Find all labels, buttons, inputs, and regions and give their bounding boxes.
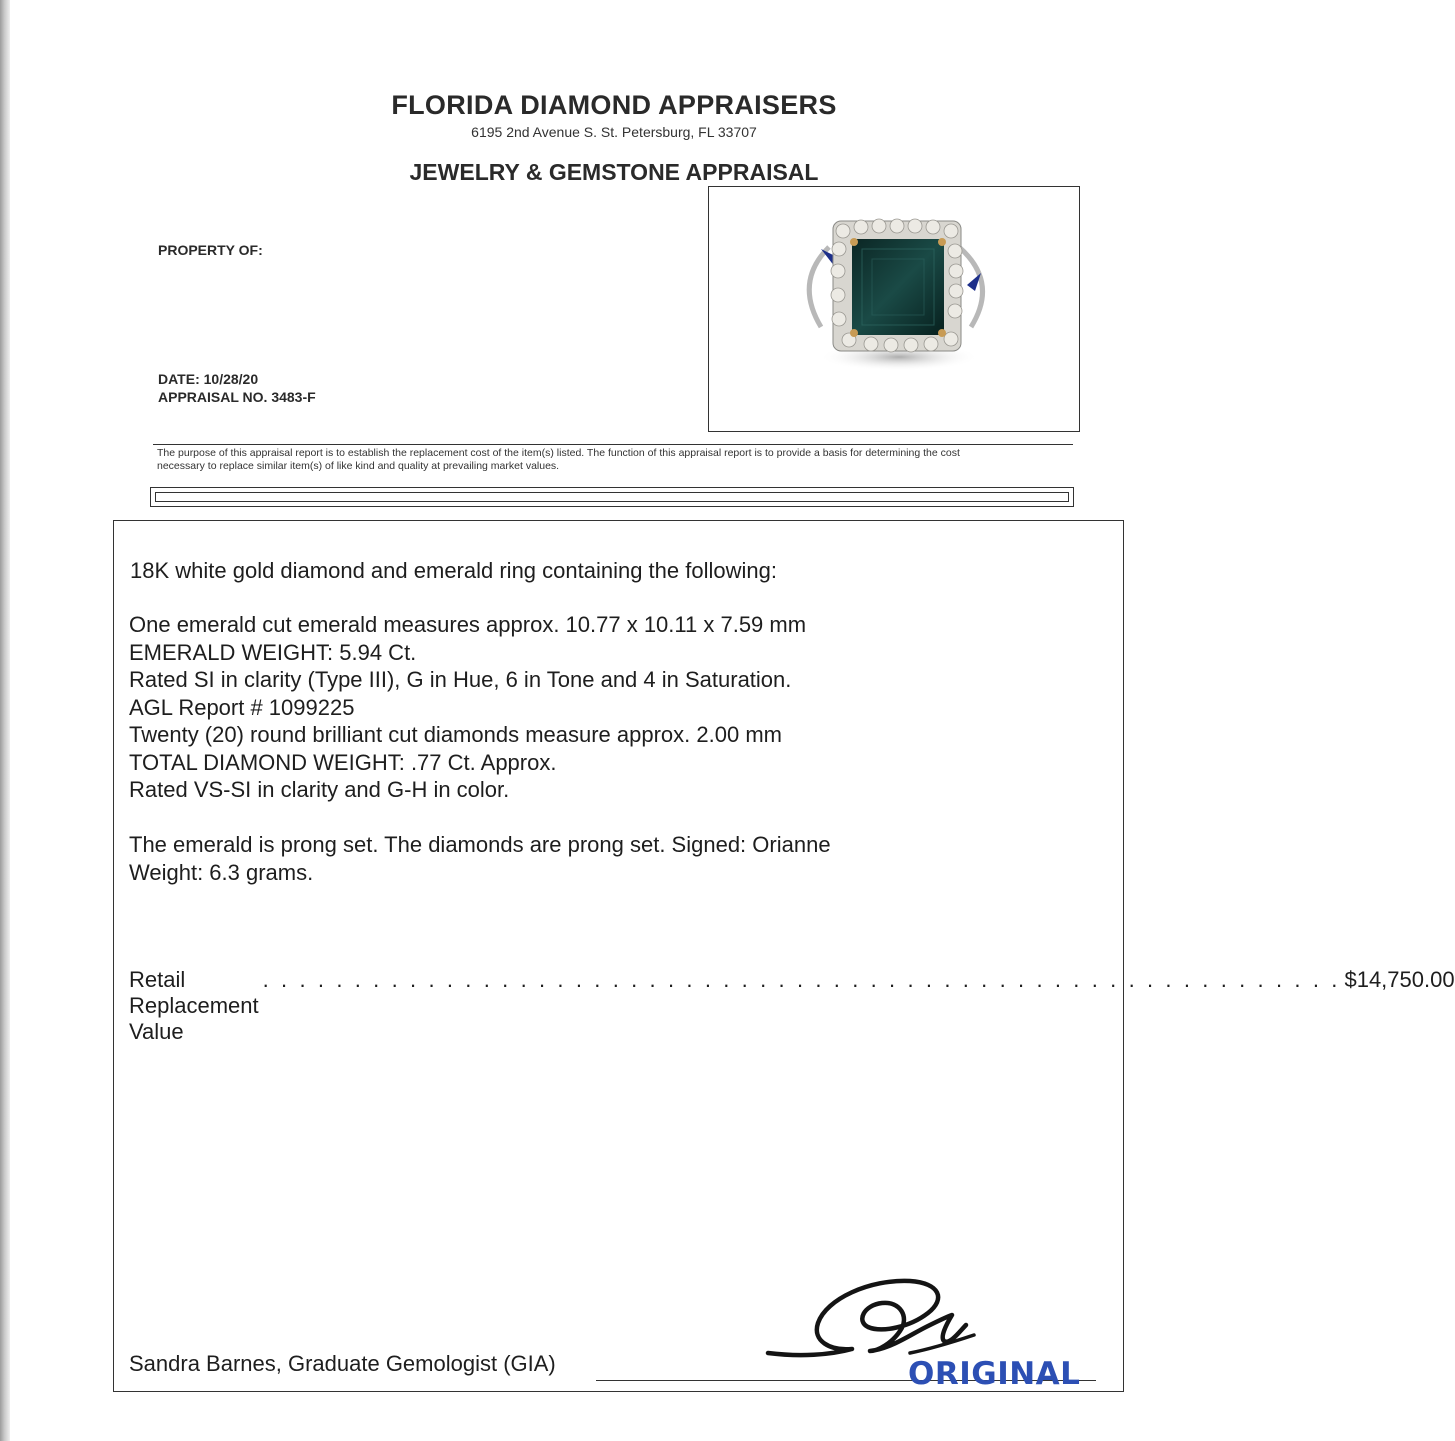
company-name: FLORIDA DIAMOND APPRAISERS xyxy=(391,90,837,120)
date-row xyxy=(158,371,258,387)
report-title: JEWELRY & GEMSTONE APPRAISAL xyxy=(409,159,819,185)
appraiser-name: Sandra Barnes, Graduate Gemologist (GIA) xyxy=(129,1351,556,1376)
property-of-label: PROPERTY OF: xyxy=(158,242,263,258)
setting-details xyxy=(129,831,831,886)
retail-value-amount: $14,750.00 xyxy=(1344,967,1455,992)
retail-value-label: Retail Replacement Value xyxy=(129,967,259,1044)
scan-edge-shadow xyxy=(0,0,10,1441)
appraisal-number-label: APPRAISAL NO. xyxy=(158,389,268,405)
double-rule-bar-inner xyxy=(155,492,1069,502)
detail-line: Rated SI in clarity (Type III), G in Hue, 6 in Tone and 4 in Saturation. xyxy=(129,667,792,692)
setting-line: Weight: 6.3 grams. xyxy=(129,859,314,885)
detail-line: One emerald cut emerald measures approx. 10.77 x 10.11 x 7.59 mm xyxy=(129,612,807,637)
date-value: 10/28/20 xyxy=(203,371,259,387)
emerald-ring-photo-icon xyxy=(709,187,1079,431)
purpose-line-1: The purpose of this appraisal report is to establish the replacement cost of the item(s) listed. The function of this appraisal report is to provide a basis for determining the cost xyxy=(157,447,960,459)
double-rule-bar xyxy=(150,487,1074,507)
detail-line: EMERALD WEIGHT: 5.94 Ct. xyxy=(129,639,417,665)
detail-line: AGL Report # 1099225 xyxy=(129,694,355,720)
company-address: 6195 2nd Avenue S. St. Petersburg, FL 33707 xyxy=(471,124,757,140)
purpose-statement xyxy=(157,447,1077,473)
date-label: DATE: xyxy=(158,371,200,387)
setting-line: The emerald is prong set. The diamonds are prong set. Signed: Orianne xyxy=(129,832,831,857)
purpose-line-2: necessary to replace similar item(s) of like kind and quality at prevailing market values. xyxy=(157,460,560,472)
dot-leader: . . . . . . . . . . . . . . . . . . . . . . . . . . . . . . . . . . . . . . . . . . . . . . . . . . . . . . . . . . . xyxy=(262,967,1341,992)
original-stamp: ORIGINAL xyxy=(908,1356,1081,1392)
item-details xyxy=(129,611,806,804)
purpose-divider xyxy=(153,444,1073,445)
detail-line: Rated VS-SI in clarity and G-H in color. xyxy=(129,777,510,802)
item-intro: 18K white gold diamond and emerald ring containing the following: xyxy=(130,558,777,583)
appraisal-number-value: 3483-F xyxy=(271,389,316,405)
retail-value-row xyxy=(129,967,1455,1045)
detail-line: Twenty (20) round brilliant cut diamonds measure approx. 2.00 mm xyxy=(129,722,782,747)
appraisal-number-row xyxy=(158,389,316,405)
detail-line: TOTAL DIAMOND WEIGHT: .77 Ct. Approx. xyxy=(129,749,557,775)
item-photo-frame xyxy=(708,186,1080,432)
